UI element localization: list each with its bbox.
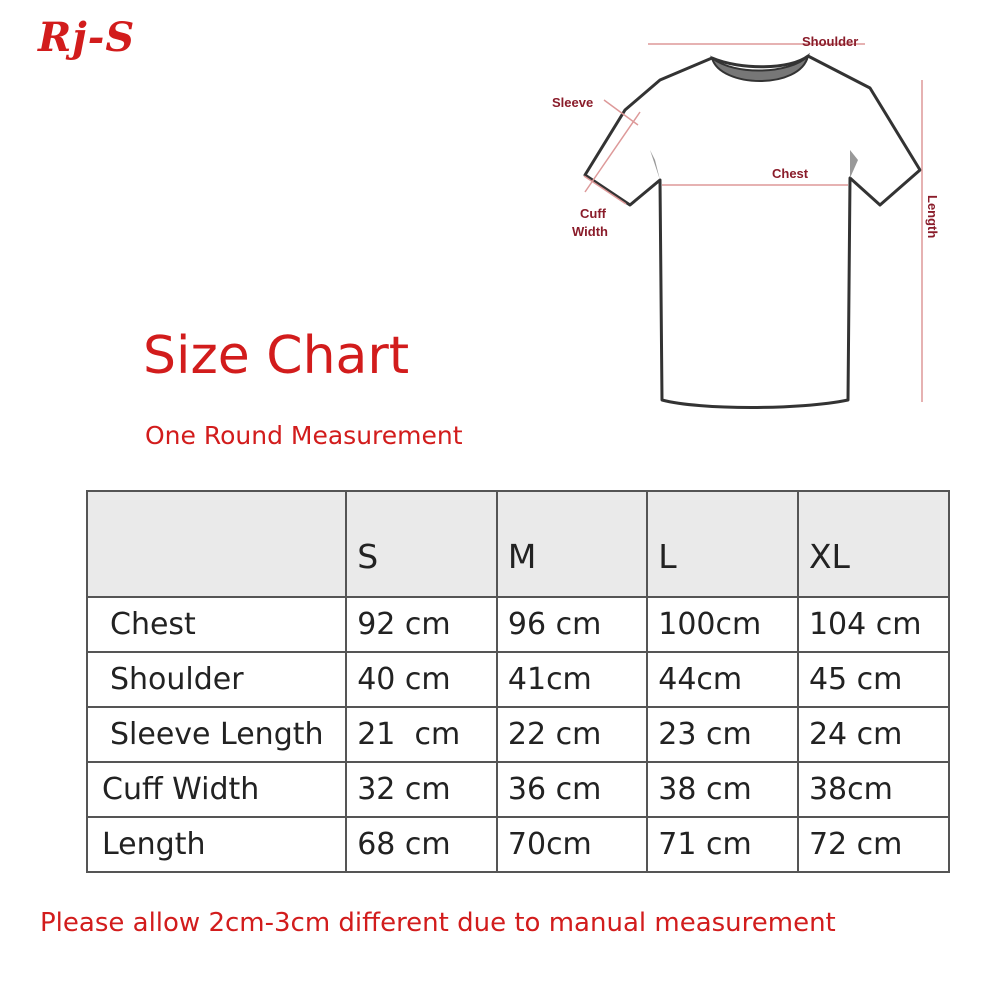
row-label-sleeve-length: Sleeve Length — [87, 707, 346, 762]
cell: 41cm — [497, 652, 647, 707]
cell: 40 cm — [346, 652, 497, 707]
size-header-s: S — [346, 491, 497, 597]
shoulder-label: Shoulder — [802, 34, 859, 49]
cell: 68 cm — [346, 817, 497, 872]
cuff-label: Cuff — [580, 206, 606, 221]
cell: 72 cm — [798, 817, 949, 872]
table-row — [87, 707, 949, 762]
cell: 22 cm — [497, 707, 647, 762]
table-header-row — [87, 491, 949, 597]
cell: 24 cm — [798, 707, 949, 762]
size-header-m: M — [497, 491, 647, 597]
table-row — [87, 817, 949, 872]
cell: 71 cm — [647, 817, 798, 872]
cell: 45 cm — [798, 652, 949, 707]
page-subtitle: One Round Measurement — [145, 421, 463, 450]
cell: 96 cm — [497, 597, 647, 652]
length-label: Length — [925, 195, 940, 239]
row-label-length: Length — [87, 817, 346, 872]
cell: 36 cm — [497, 762, 647, 817]
size-table-wrapper — [86, 490, 950, 873]
cell: 100cm — [647, 597, 798, 652]
tshirt-diagram — [545, 20, 970, 420]
row-label-chest: Chest — [87, 597, 346, 652]
cell: 38 cm — [647, 762, 798, 817]
table-row — [87, 597, 949, 652]
cuff-label-2: Width — [572, 224, 608, 239]
measurement-note: Please allow 2cm-3cm different due to manual measurement — [40, 908, 836, 938]
table-row — [87, 652, 949, 707]
tshirt-outline — [585, 56, 920, 408]
size-header-xl: XL — [798, 491, 949, 597]
size-header-l: L — [647, 491, 798, 597]
brand-logo: Rj-S — [38, 14, 136, 61]
cell: 38cm — [798, 762, 949, 817]
cell: 44cm — [647, 652, 798, 707]
sleeve-label: Sleeve — [552, 95, 594, 110]
cell: 70cm — [497, 817, 647, 872]
cell: 92 cm — [346, 597, 497, 652]
cell: 104 cm — [798, 597, 949, 652]
row-label-cuff-width: Cuff Width — [87, 762, 346, 817]
cell: 21 cm — [346, 707, 497, 762]
table-row — [87, 762, 949, 817]
chest-label: Chest — [772, 166, 809, 181]
page-title: Size Chart — [143, 326, 410, 386]
cell: 23 cm — [647, 707, 798, 762]
table-corner-cell — [87, 491, 346, 597]
row-label-shoulder: Shoulder — [87, 652, 346, 707]
size-table — [86, 490, 950, 873]
cell: 32 cm — [346, 762, 497, 817]
